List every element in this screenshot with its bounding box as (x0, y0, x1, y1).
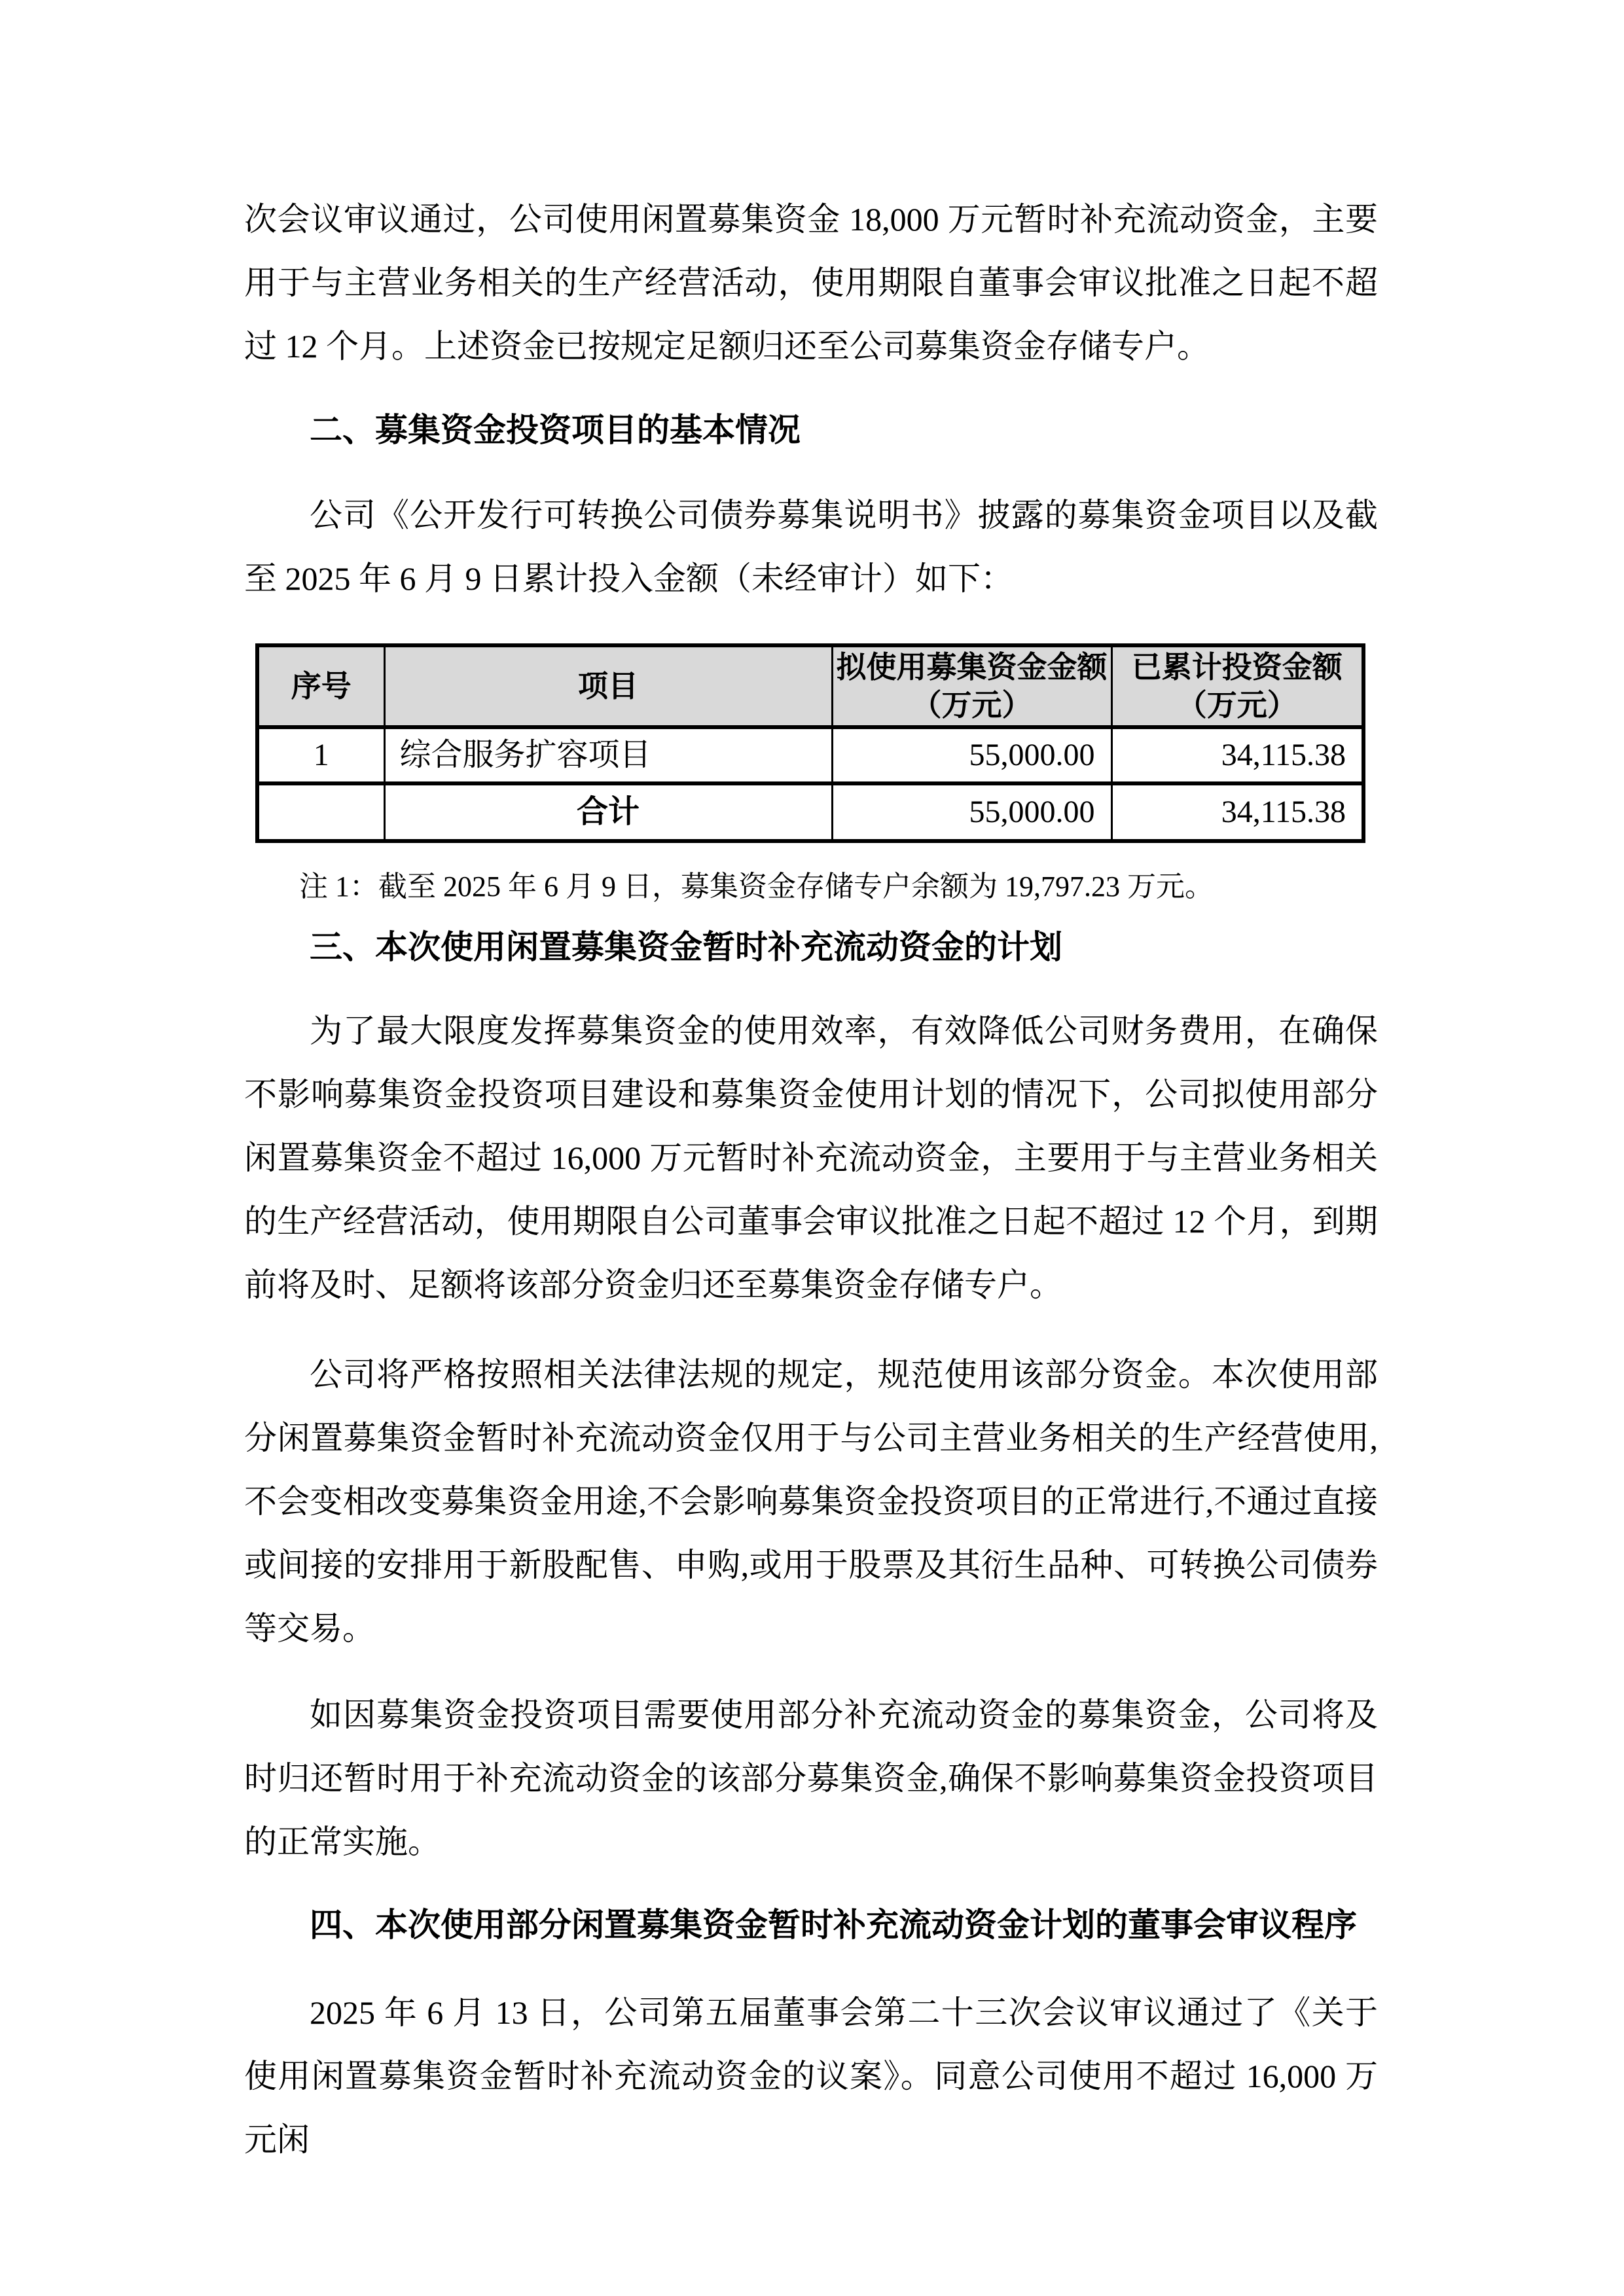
column-header-no: 序号 (257, 645, 384, 727)
cell-total-empty (257, 783, 384, 841)
table-row (257, 727, 1363, 783)
section-heading-2: 二、募集资金投资项目的基本情况 (310, 412, 801, 448)
cell-planned-amount: 55,000.00 (832, 727, 1111, 783)
fund-projects-table (255, 643, 1365, 843)
paragraph-section2: 公司《公开发行可转换公司债券募集说明书》披露的募集资金项目以及截至 2025 年 6 月 9 日累计投入金额（未经审计）如下： (244, 497, 1378, 597)
paragraph-section3-plan: 为了最大限度发挥募集资金的使用效率，有效降低公司财务费用，在确保不影响募集资金投资项目建设和募集资金使用计划的情况下，公司拟使用部分闲置募集资金不超过 16,000 万元暂时补充流动资金，主要用于与主营业务相关的生产经营活动，使用期限自公司董事会审议批准之日起不超过 12 个月，到期前将及时、足额将该部分资金归还至募集资金存储专户。 (244, 1013, 1378, 1303)
cell-invested-amount: 34,115.38 (1111, 727, 1363, 783)
cell-project-name: 综合服务扩容项目 (384, 727, 832, 783)
table-footnote: 注 1：截至 2025 年 6 月 9 日，募集资金存储专户余额为 19,797.23 万元。 (299, 870, 1214, 903)
cell-total-planned: 55,000.00 (832, 783, 1111, 841)
document-content (244, 0, 1378, 2193)
column-header-planned-amount (832, 645, 1111, 727)
table-header-row (257, 645, 1363, 727)
paragraph-section3-return: 如因募集资金投资项目需要使用部分补充流动资金的募集资金，公司将及时归还暂时用于补充流动资金的该部分募集资金,确保不影响募集资金投资项目的正常实施。 (244, 1696, 1378, 1860)
cell-total-label: 合计 (384, 783, 832, 841)
column-header-invested-amount (1111, 645, 1363, 727)
section-heading-3: 三、本次使用闲置募集资金暂时补充流动资金的计划 (310, 929, 1062, 965)
column-header-invested-line2: （万元） (1176, 688, 1297, 722)
column-header-invested-line1: 已累计投资金额 (1131, 650, 1343, 684)
cell-row-no: 1 (257, 727, 384, 783)
paragraph-intro-continued: 次会议审议通过，公司使用闲置募集资金 18,000 万元暂时补充流动资金，主要用于与主营业务相关的生产经营活动，使用期限自董事会审议批准之日起不超过 12 个月。上述资金已按规定足额归还至公司募集资金存储专户。 (244, 201, 1378, 365)
column-header-planned-line1: 拟使用募集资金金额 (836, 650, 1108, 684)
paragraph-section4-board-approval: 2025 年 6 月 13 日，公司第五届董事会第二十三次会议审议通过了《关于使用闲置募集资金暂时补充流动资金的议案》。同意公司使用不超过 16,000 万元闲 (244, 1994, 1378, 2158)
table-total-row (257, 783, 1363, 841)
section-heading-4: 四、本次使用部分闲置募集资金暂时补充流动资金计划的董事会审议程序 (310, 1907, 1357, 1943)
paragraph-section3-compliance: 公司将严格按照相关法律法规的规定，规范使用该部分资金。本次使用部分闲置募集资金暂时补充流动资金仅用于与公司主营业务相关的生产经营使用,不会变相改变募集资金用途,不会影响募集资金投资项目的正常进行,不通过直接或间接的安排用于新股配售、申购,或用于股票及其衍生品种、可转换公司债券等交易。 (244, 1356, 1378, 1647)
column-header-project: 项目 (384, 645, 832, 727)
column-header-planned-line2: （万元） (911, 688, 1032, 722)
cell-total-invested: 34,115.38 (1111, 783, 1363, 841)
